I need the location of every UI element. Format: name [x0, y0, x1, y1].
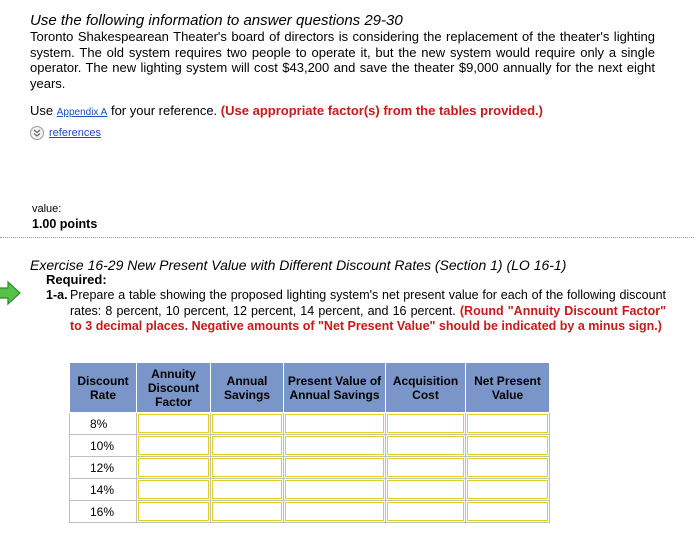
section-divider [0, 237, 694, 238]
question-1a [46, 288, 666, 335]
references-toggle[interactable] [30, 126, 101, 140]
header-npv: Net Present Value [466, 363, 550, 413]
annual-savings-input[interactable] [212, 458, 282, 477]
npv-input-cell [466, 479, 550, 501]
acquisition-cost-input-cell [386, 457, 466, 479]
header-acquisition-cost: Acquisition Cost [386, 363, 466, 413]
npv-input-cell [466, 435, 550, 457]
annuity-factor-input-cell [137, 457, 211, 479]
pv-savings-input[interactable] [285, 480, 384, 499]
acquisition-cost-input-cell [386, 479, 466, 501]
header-annual-savings: Annual Savings [211, 363, 284, 413]
intro-text: Toronto Shakespearean Theater's board of directors is considering the replacement of the theater's lighting system. The old system requires two people to operate it, but the new system would require only a single operator. The new lighting system will cost $43,200 and save the theater $9,000 annually for the next eight years. [30, 29, 655, 91]
exercise-title: Exercise 16-29 New Present Value with Different Discount Rates (Section 1) (LO 16-1) [30, 257, 567, 273]
pv-savings-input[interactable] [285, 502, 384, 521]
annuity-factor-input-cell [137, 435, 211, 457]
annual-savings-input[interactable] [212, 414, 282, 433]
pv-savings-input-cell [284, 479, 386, 501]
acquisition-cost-input[interactable] [387, 502, 464, 521]
pv-savings-input-cell [284, 413, 386, 435]
table-row [70, 413, 550, 435]
points-value: 1.00 points [32, 217, 98, 231]
discount-rate-cell: 14% [70, 479, 137, 501]
table-row [70, 501, 550, 523]
npv-input[interactable] [467, 458, 548, 477]
table-row [70, 479, 550, 501]
acquisition-cost-input[interactable] [387, 458, 464, 477]
annuity-factor-input-cell [137, 479, 211, 501]
acquisition-cost-input[interactable] [387, 480, 464, 499]
annual-savings-input-cell [211, 479, 284, 501]
table-row [70, 435, 550, 457]
annuity-factor-input[interactable] [138, 480, 209, 499]
use-prefix: Use [30, 103, 57, 118]
pv-savings-input[interactable] [285, 458, 384, 477]
annual-savings-input-cell [211, 501, 284, 523]
acquisition-cost-input-cell [386, 413, 466, 435]
discount-rate-cell: 10% [70, 435, 137, 457]
header-discount-rate: Discount Rate [70, 363, 137, 413]
annuity-factor-input-cell [137, 413, 211, 435]
npv-input-cell [466, 457, 550, 479]
annuity-factor-input[interactable] [138, 458, 209, 477]
acquisition-cost-input[interactable] [387, 436, 464, 455]
annuity-factor-input[interactable] [138, 436, 209, 455]
annuity-factor-input[interactable] [138, 414, 209, 433]
npv-input-cell [466, 413, 550, 435]
annual-savings-input-cell [211, 435, 284, 457]
annual-savings-input-cell [211, 413, 284, 435]
references-link[interactable]: references [49, 127, 101, 139]
annual-savings-input[interactable] [212, 436, 282, 455]
header-pv-savings: Present Value of Annual Savings [284, 363, 386, 413]
pv-savings-input-cell [284, 457, 386, 479]
discount-rate-cell: 12% [70, 457, 137, 479]
pv-savings-input[interactable] [285, 414, 384, 433]
annuity-factor-input[interactable] [138, 502, 209, 521]
npv-table [69, 362, 550, 523]
question-number: 1-a. [46, 288, 68, 302]
table-row [70, 457, 550, 479]
value-label: value: [32, 203, 62, 215]
factor-instruction: (Use appropriate factor(s) from the tables provided.) [220, 103, 543, 118]
pv-savings-input-cell [284, 435, 386, 457]
annuity-factor-input-cell [137, 501, 211, 523]
discount-rate-cell: 16% [70, 501, 137, 523]
table-header-row [70, 363, 550, 413]
rounding-instruction: (Round "Annuity Discount Factor" to 3 decimal places. Negative amounts of "Net Present Value" should be indicated by a minus sign.) [70, 303, 667, 333]
annual-savings-input[interactable] [212, 480, 282, 499]
acquisition-cost-input[interactable] [387, 414, 464, 433]
pv-savings-input[interactable] [285, 436, 384, 455]
required-label: Required: [46, 272, 107, 287]
pv-savings-input-cell [284, 501, 386, 523]
appendix-a-link[interactable]: Appendix A [56, 107, 108, 118]
question-text: Prepare a table showing the proposed lighting system's net present value for each of the following discount rates: 8 percent, 10 percent, 12 percent, 14 percent, and 16 percent. [70, 288, 666, 318]
npv-input[interactable] [467, 480, 548, 499]
acquisition-cost-input-cell [386, 435, 466, 457]
annual-savings-input-cell [211, 457, 284, 479]
intro-title: Use the following information to answer questions 29-30 [30, 12, 403, 29]
expand-chevron-icon[interactable] [30, 126, 44, 140]
discount-rate-cell: 8% [70, 413, 137, 435]
npv-input[interactable] [467, 414, 548, 433]
appendix-line [30, 103, 543, 118]
annual-savings-input[interactable] [212, 502, 282, 521]
current-question-arrow-icon [0, 280, 22, 311]
acquisition-cost-input-cell [386, 501, 466, 523]
npv-input-cell [466, 501, 550, 523]
use-suffix: for your reference. [107, 103, 221, 118]
npv-input[interactable] [467, 436, 548, 455]
npv-input[interactable] [467, 502, 548, 521]
header-annuity-factor: Annuity Discount Factor [137, 363, 211, 413]
